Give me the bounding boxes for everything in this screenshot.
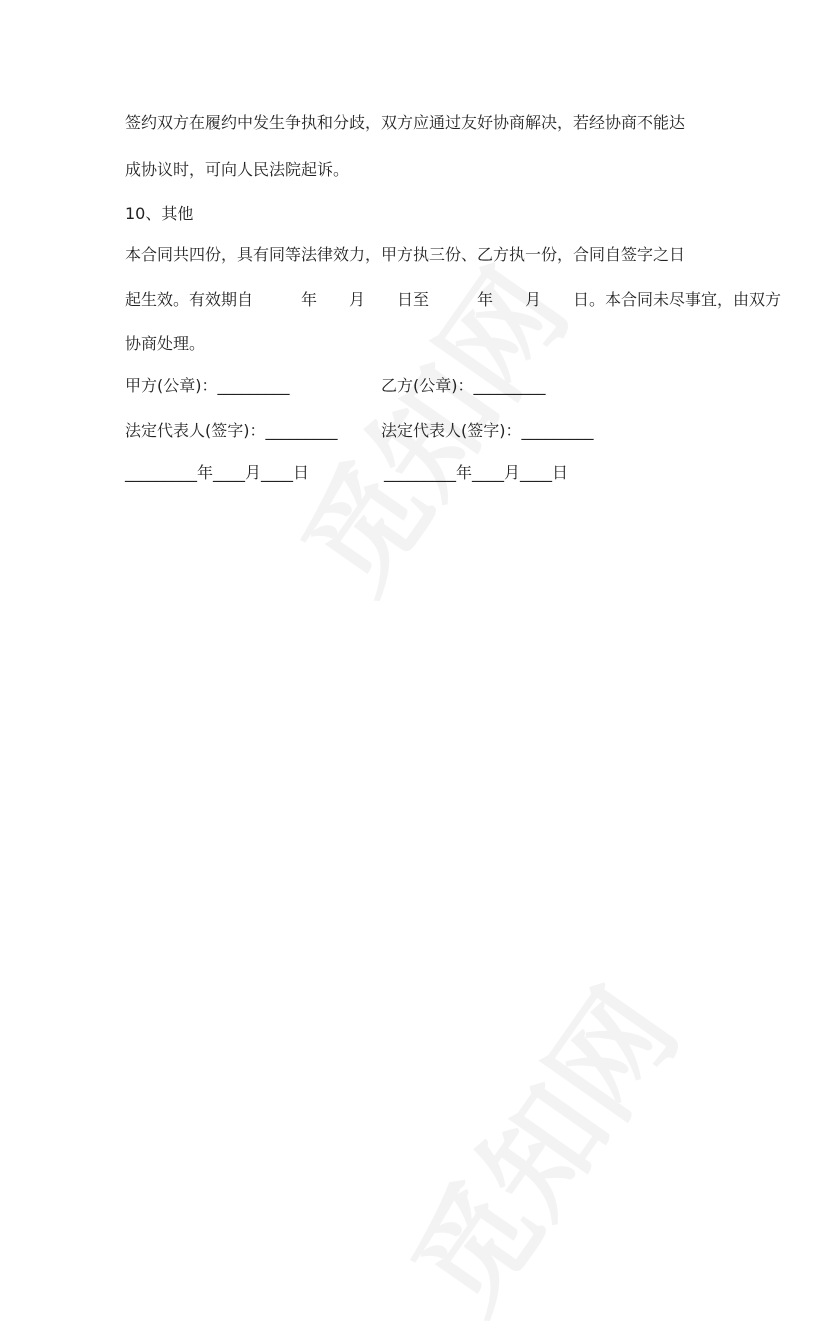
party-b-seal-field: 乙方(公章)：_________ (381, 376, 546, 395)
party-a-seal-field: 甲方(公章)：_________ (125, 376, 290, 395)
party-a-representative-field: 法定代表人(签字)：_________ (125, 421, 338, 440)
party-a-date-field: _________年____月____日 (125, 463, 310, 482)
other-clause-line-3: 协商处理。 (125, 334, 206, 353)
dispute-clause-line-1: 签约双方在履约中发生争执和分歧，双方应通过友好协商解决，若经协商不能达 (125, 113, 686, 132)
other-clause-line-2: 起生效。有效期自 年 月 日至 年 月 日。本合同未尽事宜，由双方 (125, 290, 782, 309)
party-b-representative-field: 法定代表人(签字)：_________ (381, 421, 594, 440)
other-clause-line-1: 本合同共四份，具有同等法律效力，甲方执三份、乙方执一份，合同自签字之日 (125, 245, 686, 264)
party-b-date-field: _________年____月____日 (384, 463, 569, 482)
dispute-clause-line-2: 成协议时，可向人民法院起诉。 (125, 160, 350, 179)
watermark (366, 951, 708, 1339)
section-10-heading: 10、其他 (125, 204, 194, 223)
